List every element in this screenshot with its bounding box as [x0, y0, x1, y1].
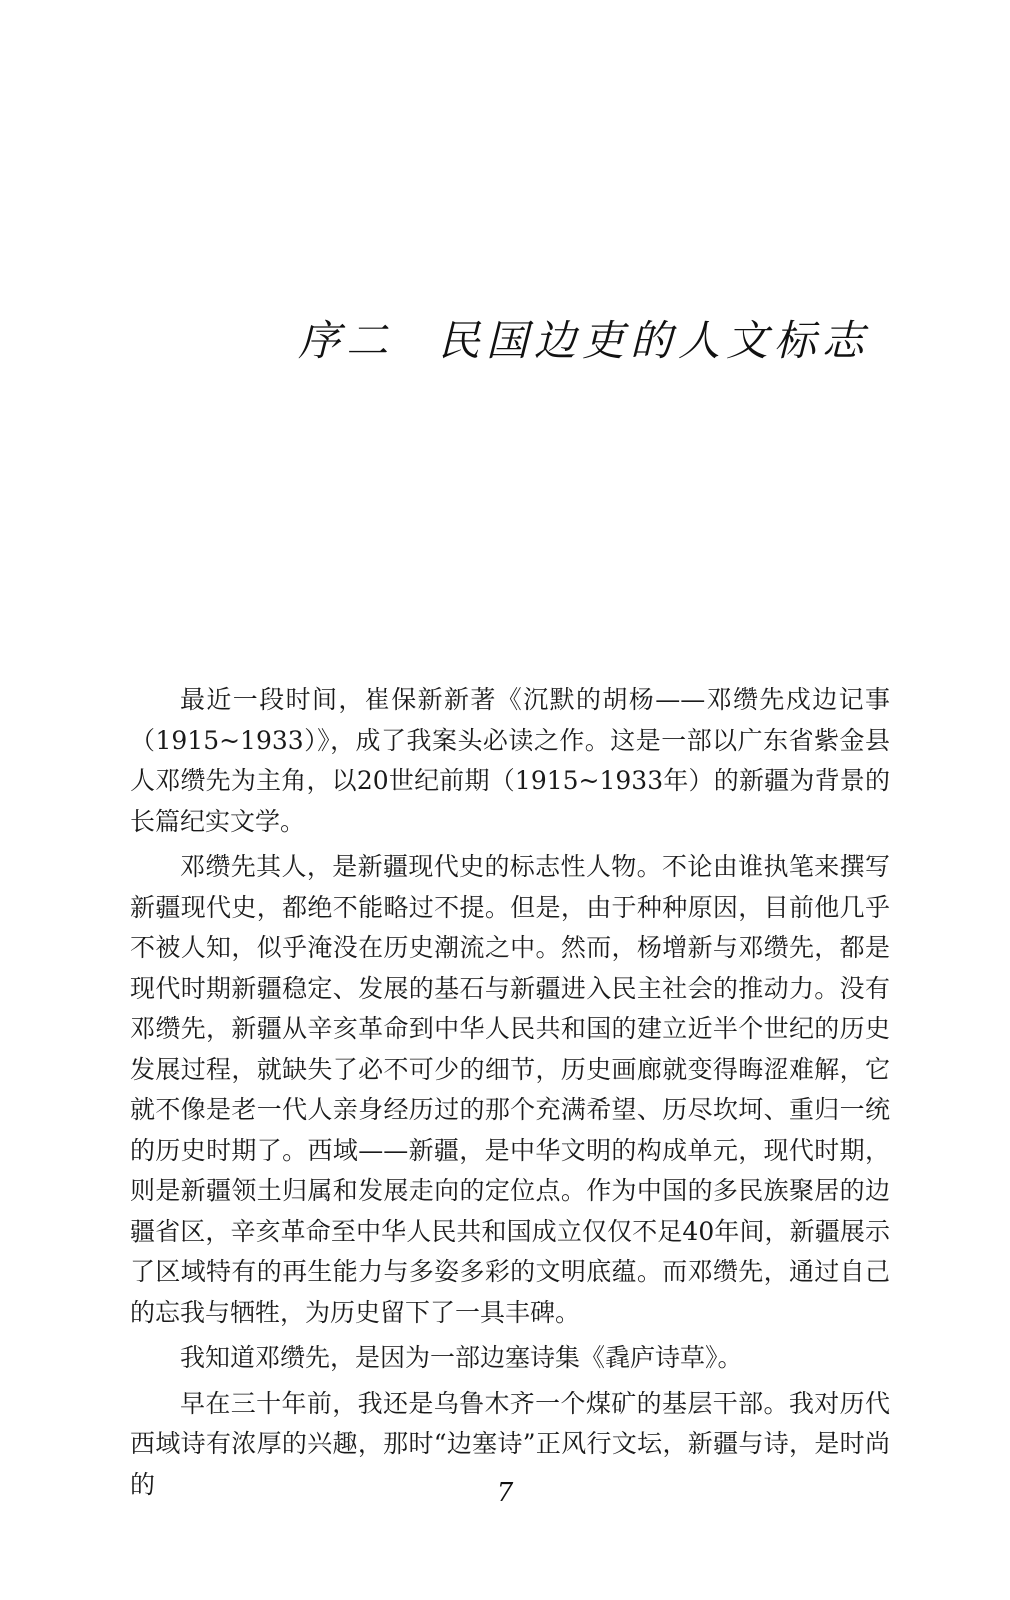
- paragraph: 早在三十年前，我还是乌鲁木齐一个煤矿的基层干部。我对历代西域诗有浓厚的兴趣，那时“边塞诗”正风行文坛，新疆与诗，是时尚的: [130, 1388, 890, 1499]
- body-text: [130, 680, 890, 1510]
- chapter-title: [298, 308, 870, 368]
- paragraph: 邓缵先其人，是新疆现代史的标志性人物。不论由谁执笔来撰写新疆现代史，都绝不能略过不提。但是，由于种种原因，目前他几乎不被人知，似乎淹没在历史潮流之中。然而，杨增新与邓缵先，都是现代时期新疆稳定、发展的基石与新疆进入民主社会的推动力。没有邓缵先，新疆从辛亥革命到中华人民共和国的建立近半个世纪的历史发展过程，就缺失了必不可少的细节，历史画廊就变得晦涩难解，它就不像是老一代人亲身经历过的那个充满希望、历尽坎坷、重归一统的历史时期了。西域——新疆，是中华文明的构成单元，现代时期，则是新疆领土归属和发展走向的定位点。作为中国的多民族聚居的边疆省区，辛亥革命至中华人民共和国成立仅仅不足40年间，新疆展示了区域特有的再生能力与多姿多彩的文明底蕴。而邓缵先，通过自己的忘我与牺牲，为历史留下了一具丰碑。: [130, 852, 890, 1327]
- paragraph: 我知道邓缵先，是因为一部边塞诗集《毳庐诗草》。: [180, 1343, 743, 1372]
- paragraph: 最近一段时间，崔保新新著《沉默的胡杨——邓缵先戍边记事（1915~1933）》，成了我案头必读之作。这是一部以广东省紫金县人邓缵先为主角，以20世纪前期（1915~1933年）的新疆为背景的长篇纪实文学。: [130, 685, 890, 836]
- chapter-heading: 民国边吏的人文标志: [437, 316, 870, 365]
- chapter-number: 序二: [297, 316, 394, 365]
- page-number: 7: [496, 1478, 514, 1508]
